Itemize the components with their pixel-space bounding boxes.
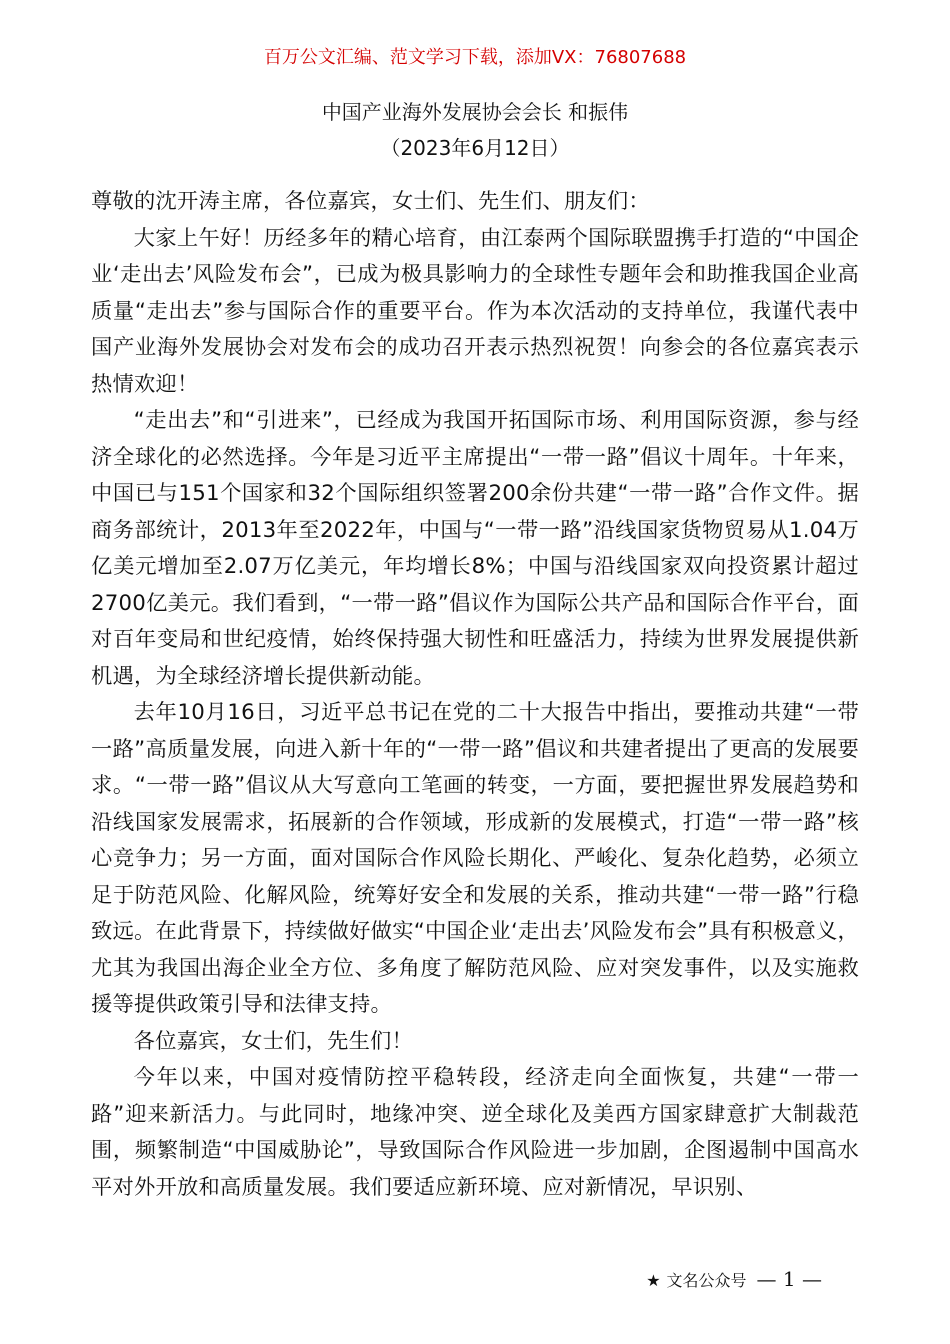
page-number: — 1 — bbox=[756, 1267, 822, 1291]
author-line: 中国产业海外发展协会会长 和振伟 bbox=[321, 100, 629, 124]
salutation-paragraph: 尊敬的沈开涛主席，各位嘉宾，女士们、先生们、朋友们： bbox=[91, 189, 650, 214]
speech-body bbox=[91, 184, 859, 1206]
body-paragraph: “走出去”和“引进来”，已经成为我国开拓国际市场、利用国际资源，参与经济全球化的必然选择。今年是习近平主席提出“一带一路”倡议十周年。十年来，中国已与151个国家和32个国际组织签署200余份共建“一带一路”合作文件。据商务部统计，2013年至2022年，中国与“一带一路”沿线国家货物贸易从1.04万亿美元增加至2.07万亿美元，年均增长8%；中国与沿线国家双向投资累计超过2700亿美元。我们看到，“一带一路”倡议作为国际公共产品和国际合作平台，面对百年变局和世纪疫情，始终保持强大韧性和旺盛活力，持续为世界发展提供新机遇，为全球经济增长提供新动能。 bbox=[91, 408, 859, 689]
body-paragraph: 今年以来，中国对疫情防控平稳转段，经济走向全面恢复，共建“一带一路”迎来新活力。与此同时，地缘冲突、逆全球化及美西方国家肆意扩大制裁范围，频繁制造“中国威胁论”，导致国际合作风险进一步加剧，企图遏制中国高水平对外开放和高质量发展。我们要适应新环境、应对新情况，早识别、 bbox=[91, 1065, 859, 1200]
body-paragraph: 大家上午好！历经多年的精心培育，由江泰两个国际联盟携手打造的“中国企业‘走出去’风险发布会”，已成为极具影响力的全球性专题年会和助推我国企业高质量“走出去”参与国际合作的重要平台。作为本次活动的支持单位，我谨代表中国产业海外发展协会对发布会的成功召开表示热烈祝贺！向参会的各位嘉宾表示热情欢迎！ bbox=[91, 225, 859, 397]
footer-label: 文名公众号 bbox=[666, 1271, 747, 1290]
body-paragraph: 去年10月16日，习近平总书记在党的二十大报告中指出，要推动共建“一带一路”高质量发展，向进入新十年的“一带一路”倡议和共建者提出了更高的发展要求。“一带一路”倡议从大写意向工笔画的转变，一方面，要把握世界发展趋势和沿线国家发展需求，拓展新的合作领域，形成新的发展模式，打造“一带一路”核心竞争力；另一方面，面对国际合作风险长期化、严峻化、复杂化趋势，必须立足于防范风险、化解风险，统筹好安全和发展的关系，推动共建“一带一路”行稳致远。在此背景下，持续做好做实“中国企业‘走出去’风险发布会”具有积极意义，尤其为我国出海企业全方位、多角度了解防范风险、应对突发事件，以及实施救援等提供政策引导和法律支持。 bbox=[91, 700, 859, 1017]
body-paragraph: 各位嘉宾，女士们，先生们！ bbox=[133, 1028, 414, 1054]
date-line: （2023年6月12日） bbox=[380, 136, 570, 160]
page-footer bbox=[646, 1266, 822, 1294]
watermark-text: 百万公文汇编、范文学习下载，添加VX：76807688 bbox=[263, 47, 687, 68]
star-icon: ★ bbox=[646, 1271, 661, 1290]
